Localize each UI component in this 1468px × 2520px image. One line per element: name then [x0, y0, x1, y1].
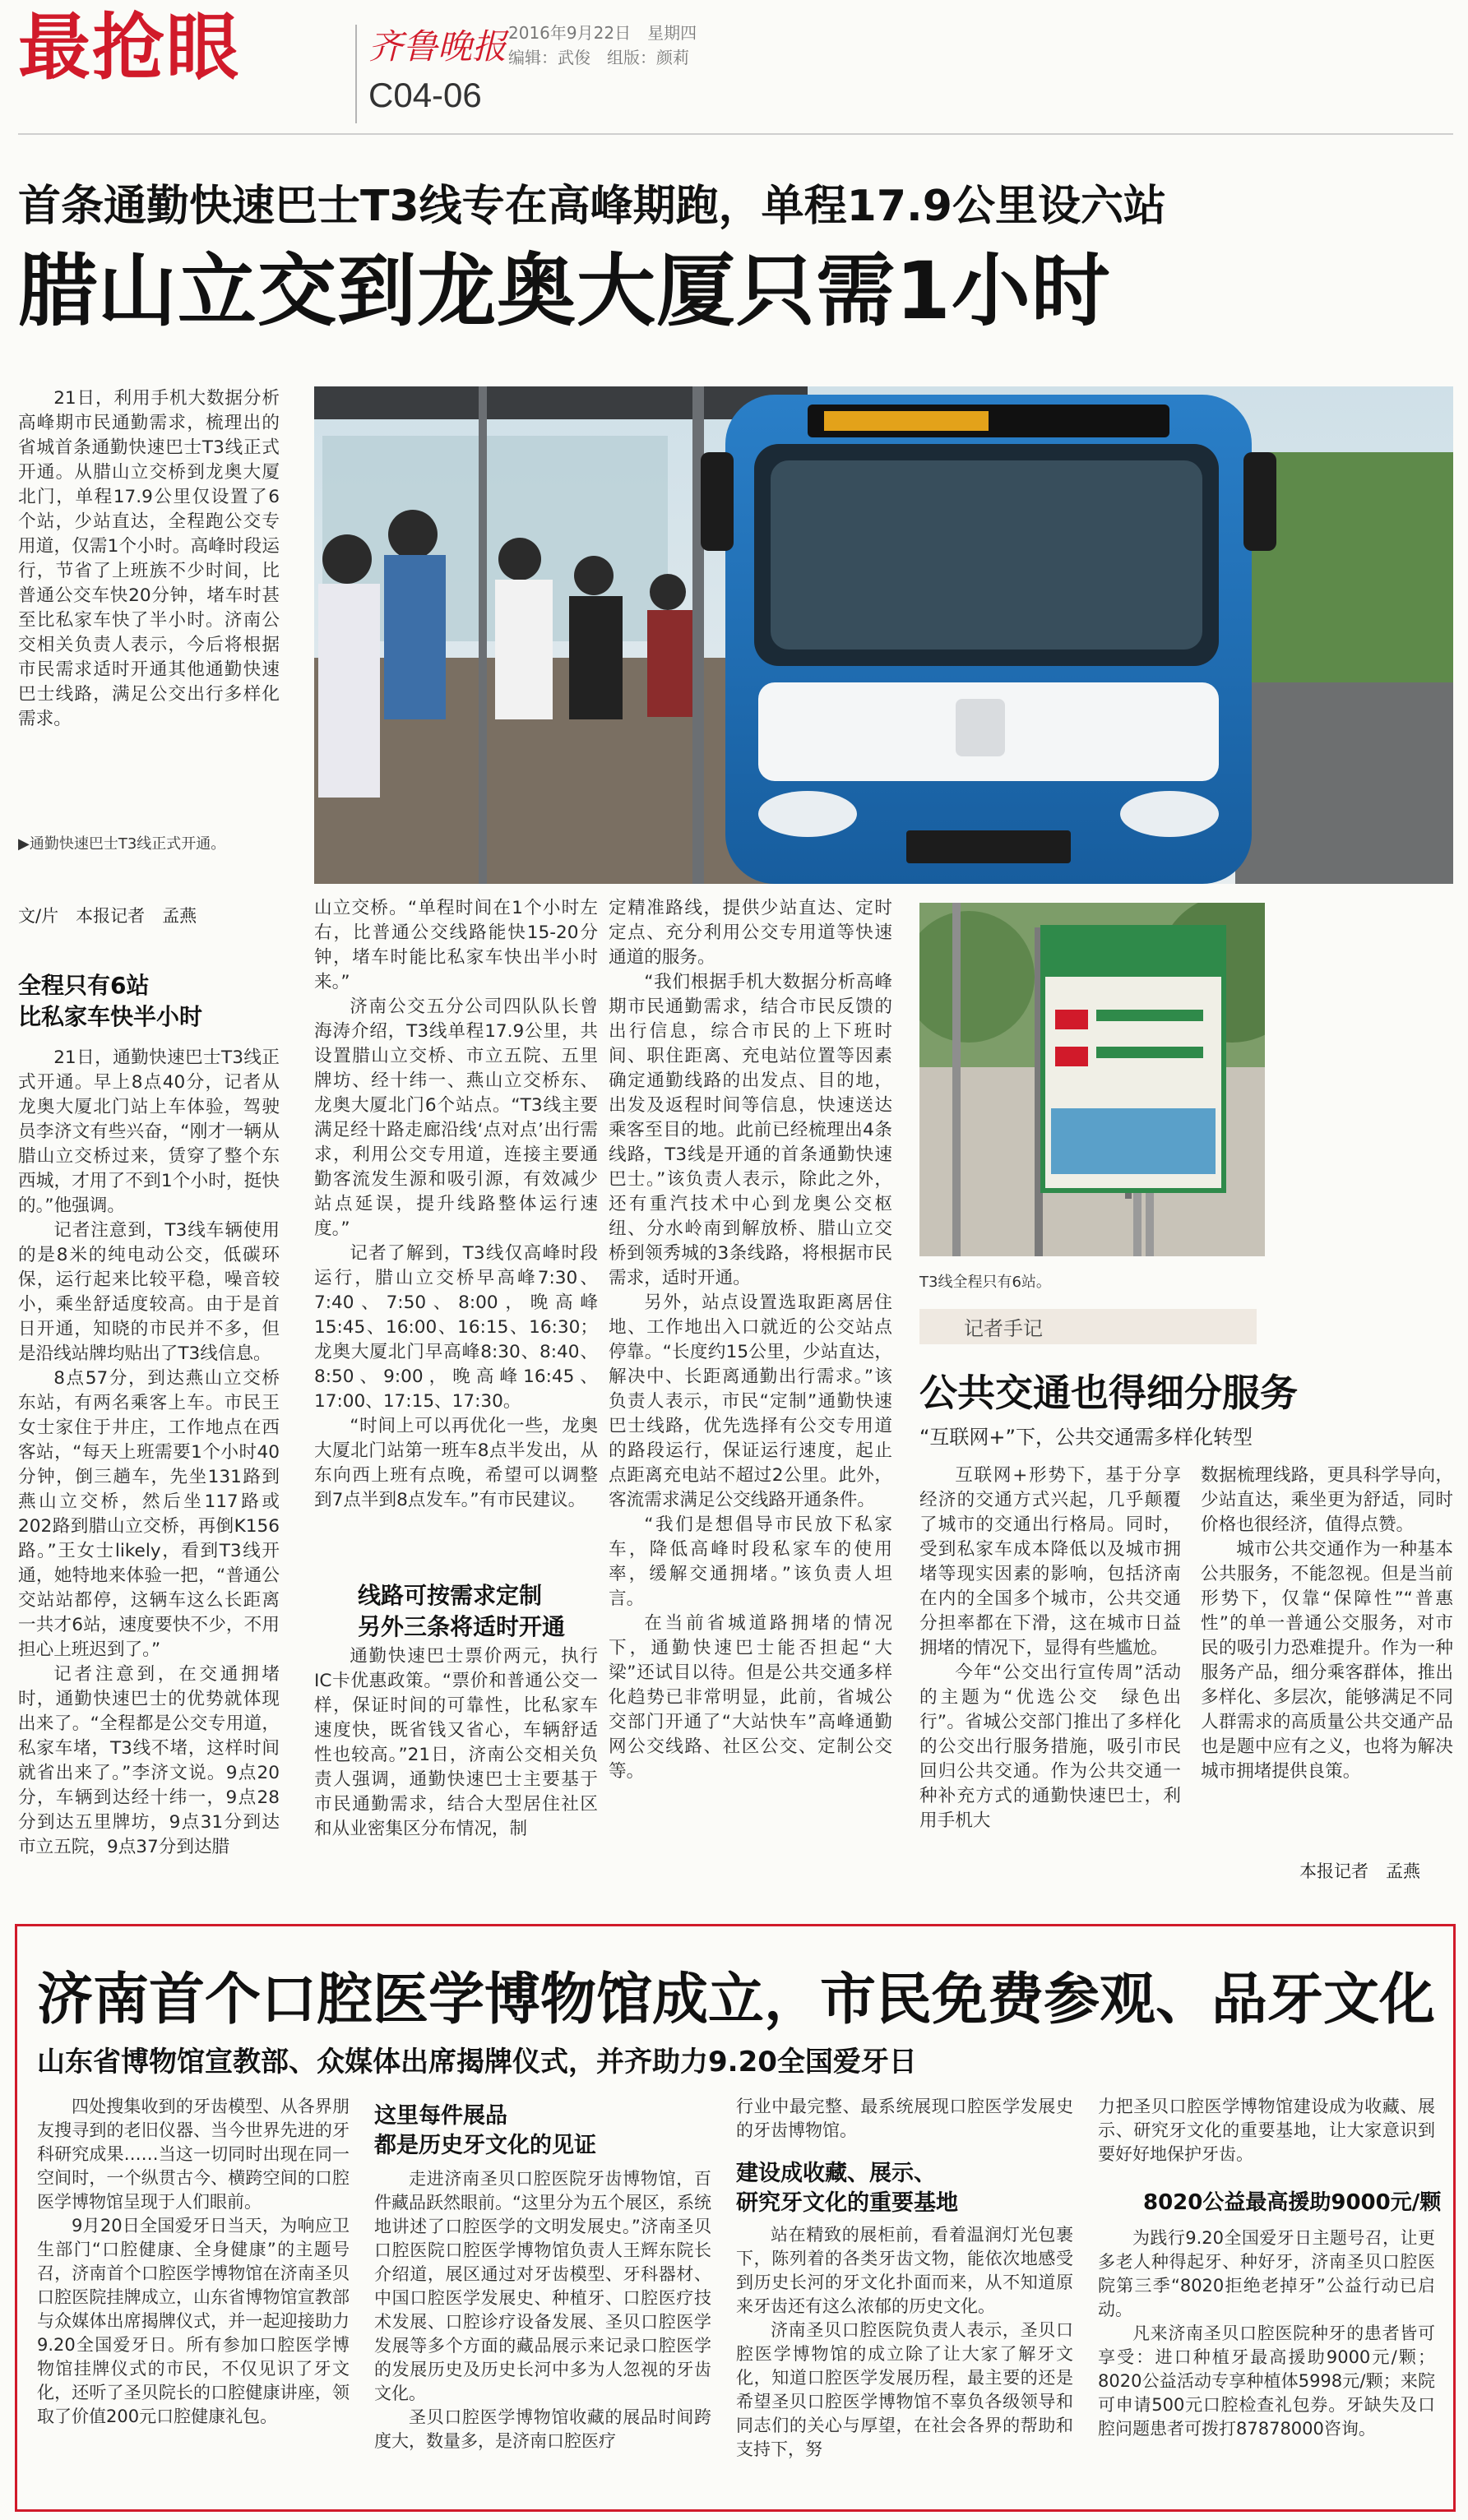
note-column-1: 互联网+形势下，基于分享经济的交通方式兴起，几乎颠覆了城市的交通出行格局。同时，受到私家车成本降低以及城市拥堵等现实因素的影响，包括济南在内的全国多个城市，公共交通分担率都在下滑，这在城市日益拥堵的情况下，显得有些尴尬。 今年“公交出行宣传周”活动的主题为“优选公交 绿色出行”。省城公交部门推出了多样化的公交出行服务措施，吸引市民回归公共交通。作为公共交通一种补充方式的通勤快速巴士，利用手机大 — [919, 1465, 1181, 1831]
lead-column-2b: 通勤快速巴士票价两元，执行IC卡优惠政策。“票价和普通公交一样，保证时间的可靠性，比私家车速度快，既省钱又省心，车辆舒适性也较高。”21日，济南公交相关负责人强调，通勤快速巴士主要基于市民通勤需求，结合大型居住社区和从业密集区分布情况，制 — [314, 1646, 598, 1839]
museum-subhead-3: 8020公益最高援助9000元/颗 — [1143, 2190, 1442, 2215]
issue-date: 2016年9月22日 星期四 — [508, 23, 697, 43]
museum-column-1: 四处搜集收到的牙齿模型、从各界朋友搜寻到的老旧仪器、当今世界先进的牙科研究成果……当这一切同时出现在同一空间时，一个纵贯古今、横跨空间的口腔医学博物馆呈现于人们眼前。 9月20日全国爱牙日当天，为响应卫生部门“口腔健康、全身健康”的主题号召，济南首个口腔医学博物馆在济南圣贝口腔医院挂牌成立，山东省博物馆宣教部与众媒体出席揭牌仪式，并一起迎接助力9.20全国爱牙日。所有参加口腔医学博物馆挂牌仪式的市民，不仅见识了牙文化，还听了圣贝院长的口腔健康讲座，领取了价值200元口腔健康礼包。 — [37, 2097, 350, 2426]
museum-deck: 山东省博物馆宣教部、众媒体出席揭牌仪式，并齐助力9.20全国爱牙日 — [37, 2046, 917, 2078]
stop-photo-caption: T3线全程只有6站。 — [919, 1274, 1051, 1291]
lead-column-2: 山立交桥。“单程时间在1个小时左右，比普通公交线路能快15-20分钟，堵车时能比私家车快出半小时来。” 济南公交五分公司四队队长曾海涛介绍，T3线单程17.9公里，共设置腊山立交桥、市立五院、五里牌坊、经十纬一、燕山立交桥东、龙奥大厦北门6个站点。“T3线主要满足经十路走廊沿线‘点对点’出行需求，利用公交专用道，连接主要通勤客流发生源和吸引源，有效减少站点延误，提升线路整体运行速度。” 记者了解到，T3线仅高峰时段运行，腊山立交桥早高峰7:30、7:40、7:50、8:00，晚高峰15:45、16:00、16:15、16:30；龙奥大厦北门早高峰8:30、8:40、8:50、9:00，晚高峰16:45、17:00、17:15、17:30。 “时间上可以再优化一些，龙奥大厦北门站第一班车8点半发出，从东向西上班有点晚，希望可以调整到7点半到8点发车。”有市民建议。 — [314, 898, 598, 1510]
lead-intro: 21日，利用手机大数据分析高峰期市民通勤需求，梳理出的省城首条通勤快速巴士T3线正式开通。从腊山立交桥到龙奥大厦北门，单程17.9公里仅设置了6个站，少站直达，全程跑公交专用道，仅需1个小时。高峰时段运行，节省了上班族不少时间，比普通公交车快20分钟，堵车时甚至比私家车快了半小时。济南公交相关负责人表示，今后将根据市民需求适时开通其他通勤快速巴士线路，满足公交出行多样化需求。 — [18, 388, 280, 729]
lead-headline: 腊山立交到龙奥大厦只需1小时 — [18, 245, 1111, 337]
note-tag: 记者手记 — [919, 1309, 1257, 1344]
museum-subhead-1: 这里每件展品 都是历史牙文化的见证 — [374, 2103, 596, 2158]
lead-column-3: 定精准路线，提供少站直达、定时定点、充分利用公交专用道等快速通道的服务。 “我们根据手机大数据分析高峰期市民通勤需求，结合市民反馈的出行信息，综合市民的上下班时间、职住距离、充电站位置等因素确定通勤线路的出发点、目的地，出发及返程时间等信息，快速送达乘客至目的地。此前已经梳理出4条线路，T3线是开通的首条通勤快速巴士。”该负责人表示，除此之外，还有重汽技术中心到龙奥公交枢纽、分水岭南到解放桥、腊山立交桥到领秀城的3条线路，将根据市民需求，适时开通。 另外，站点设置选取距离居住地、工作地出入口就近的公交站点停靠。“长度约15公里，少站直达，解决中、长距离通勤出行需求。”该负责人表示，市民“定制”通勤快速巴士线路，优先选择有公交专用道的路段运行，保证运行速度，起止点距离充电站不超过2公里。此外，客流需求满足公交线路开通条件。 “我们是想倡导市民放下私家车，降低高峰时段私家车的使用率，缓解交通拥堵。”该负责人坦言。 在当前省城道路拥堵的情况下，通勤快速巴士能否担起“大梁”还试目以待。但是公共交通多样化趋势已非常明显，此前，省城公交部门开通了“大站快车”高峰通勤网公交线路、社区公交、定制公交等。 — [609, 898, 892, 1782]
note-column-2: 数据梳理线路，更具科学导向，少站直达，乘坐更为舒适，同时价格也很经济，值得点赞。 城市公共交通作为一种基本公共服务，不能忽视。但是当前形势下，仅靠“保障性”“普惠性”的单一普通公交服务，对市民的吸引力恐难提升。作为一种服务产品，细分乘客群体，推出多样化、多层次，能够满足不同人群需求的高质量公共交通产品也是题中应有之义，也将为解决城市拥堵提供良策。 — [1201, 1465, 1453, 1782]
museum-column-4b: 为践行9.20全国爱牙日主题号召，让更多老人种得起牙、种好牙，济南圣贝口腔医院第三季“8020拒绝老掉牙”公益行动已启动。 凡来济南圣贝口腔医院种牙的患者皆可享受：进口种植牙最高援助9000元/颗；8020公益活动专享种植体5998元/颗；来院可申请500元口腔检查礼包券。牙缺失及口腔问题患者可拨打87878000咨询。 — [1098, 2228, 1435, 2439]
museum-column-2: 走进济南圣贝口腔医院牙齿博物馆，百件藏品跃然眼前。“这里分为五个展区，系统地讲述了口腔医学的文明发展史。”济南圣贝口腔医院口腔医学博物馆负责人王辉东院长介绍道，展区通过对牙齿模型、牙科器材、中国口腔医学发展史、种植牙、口腔医疗技术发展、口腔诊疗设备发展、圣贝口腔医学发展等多个方面的藏品展示来记录口腔医学的发展历史及历史长河中多为人忽视的牙齿文化。 圣贝口腔医学博物馆收藏的展品时间跨度大，数量多，是济南口腔医疗 — [374, 2169, 711, 2451]
museum-subhead-2: 建设成收藏、展示、 研究牙文化的重要基地 — [736, 2161, 958, 2216]
newspaper-logo: 齐鲁晚报 — [368, 26, 507, 67]
editors: 编辑：武俊 组版：颜莉 — [508, 48, 689, 67]
bus-photo — [314, 386, 1453, 884]
museum-headline: 济南首个口腔医学博物馆成立，市民免费参观、品牙文化 — [37, 1967, 1436, 2032]
lead-kicker: 首条通勤快速巴士T3线专在高峰期跑，单程17.9公里设六站 — [18, 182, 1166, 231]
page-code: C04-06 — [368, 76, 482, 114]
note-title: 公共交通也得细分服务 — [919, 1371, 1298, 1415]
lead-subhead-1: 全程只有6站 比私家车快半小时 — [18, 972, 203, 1030]
masthead-rule — [18, 133, 1453, 135]
museum-column-3b: 站在精致的展柜前，看着温润灯光包裹下，陈列着的各类牙齿文物，能依次地感受到历史长河的牙文化扑面而来，从不知道原来牙齿还有这么浓郁的历史文化。 济南圣贝口腔医院负责人表示，圣贝口腔医学博物馆的成立除了让大家了解牙文化，知道口腔医学发展历程，最主要的还是希望圣贝口腔医学博物馆不辜负各级领导和同志们的关心与厚望，在社会各界的帮助和支持下，努 — [736, 2225, 1073, 2459]
lead-byline: 文/片 本报记者 孟燕 — [18, 906, 197, 926]
note-deck: “互联网+”下，公共交通需多样化转型 — [919, 1426, 1253, 1449]
museum-column-3a: 行业中最完整、最系统展现口腔医学发展史的牙齿博物馆。 — [736, 2097, 1073, 2140]
bus-stop-photo — [919, 903, 1265, 1256]
section-title: 最抢眼 — [18, 5, 241, 90]
note-byline: 本报记者 孟燕 — [1299, 1861, 1420, 1881]
lead-column-1: 21日，通勤快速巴士T3线正式开通。早上8点40分，记者从龙奥大厦北门站上车体验，驾驶员李济文有些兴奋，“刚才一辆从腊山立交桥过来，赁穿了整个东西城，才用了不到1个小时，挺快的。”他强调。 记者注意到，T3线车辆使用的是8米的纯电动公交，低碳环保，运行起来比较平稳，噪音较小，乘坐舒适度较高。由于是首日开通，知晓的市民并不多，但是沿线站牌均贴出了T3线信息。 8点57分，到达燕山立交桥东站，有两名乘客上车。市民王女士家住于井庄，工作地点在西客站，“每天上班需要1个小时40分钟，倒三趟车，先坐131路到燕山立交桥，然后坐117路或202路到腊山立交桥，再倒K156路。”王女士likely，看到T3线开通，她特地来体验一把，“普通公交站站都停，这辆车这么长距离一共才6站，速度要快不少，不用担心上班迟到了。” 记者注意到，在交通拥堵时，通勤快速巴士的优势就体现出来了。“全程都是公交专用道，私家车堵，T3线不堵，这样时间就省出来了。”李济文说。9点20分，车辆到达经十纬一，9点28分到达五里牌坊，9点31分到达市立五院，9点37分到达腊 — [18, 1047, 280, 1857]
lead-subhead-2: 线路可按需求定制 另外三条将适时开通 — [358, 1582, 566, 1640]
stop-sign-illustration — [919, 903, 1265, 1256]
masthead-divider — [355, 25, 357, 123]
bus-illustration — [314, 386, 1453, 884]
bus-photo-caption: ▶通勤快速巴士T3线正式开通。 — [18, 835, 226, 853]
museum-column-4a: 力把圣贝口腔医学博物馆建设成为收藏、展示、研究牙文化的重要基地，让大家意识到要好好地保护牙齿。 — [1098, 2097, 1435, 2164]
